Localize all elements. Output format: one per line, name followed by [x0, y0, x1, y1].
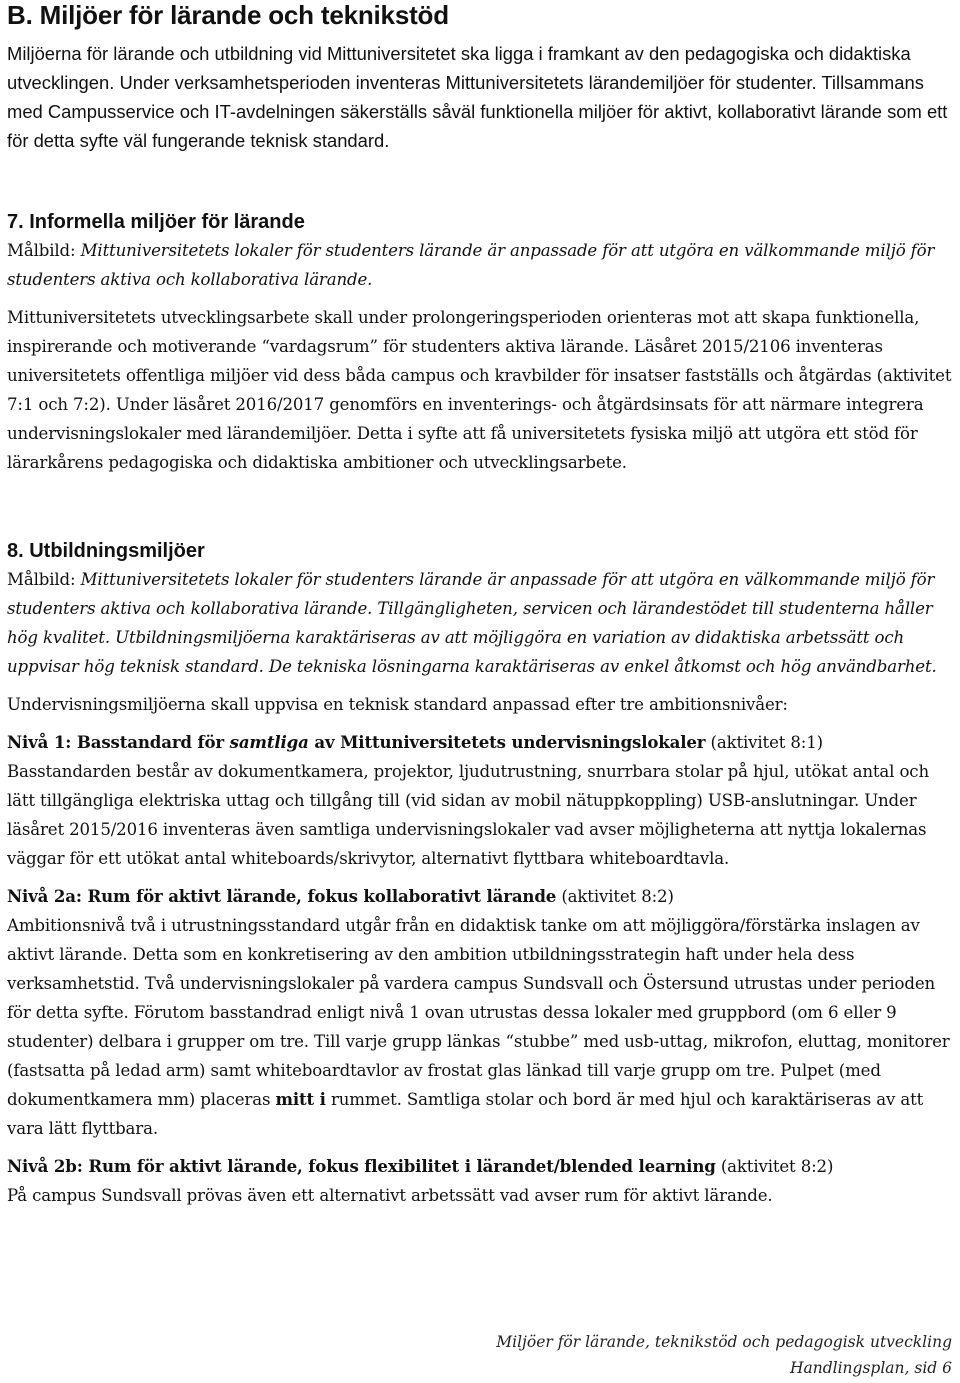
level-1: [7, 728, 953, 873]
level-2a-body-end: rummet. Samtliga stolar och bord är med hjul och karaktäriseras av att vara lätt flyttbara.: [7, 1090, 924, 1138]
section-8-heading: 8. Utbildningsmiljöer: [7, 540, 205, 562]
page-heading: B. Miljöer för lärande och teknikstöd: [7, 0, 449, 30]
level-2a-title: Nivå 2a: Rum för aktivt lärande, fokus kollaborativt lärande: [7, 886, 557, 906]
document-page: [7, 0, 953, 1205]
level-2a-bold: mitt i: [275, 1089, 326, 1109]
level-2a-activity: (aktivitet 8:2): [556, 887, 674, 906]
level-2b-body: På campus Sundsvall prövas även ett alternativt arbetssätt vad avser rum för aktivt lärande.: [7, 1186, 773, 1205]
level-1-body: Basstandarden består av dokumentkamera, projektor, ljudutrustning, snurrbara stolar på hjul, utökat antal och lätt tillgängliga elektriska uttag och tillgång till (vid sidan av mobil nätuppkoppling) USB-anslutningar. Under läsåret 2015/2016 inventeras även samtliga undervisningslokaler vad avser möjligheterna att nyttja lokalernas väggar för ett utökat antal whiteboards/skrivytor, alternativt flyttbara whiteboardtavla.: [7, 762, 929, 868]
goal-label: Målbild:: [7, 241, 81, 260]
levels-intro: Undervisningsmiljöerna skall uppvisa en teknisk standard anpassad efter tre ambitionsnivåer:: [7, 695, 788, 714]
goal-text: Mittuniversitetets lokaler för studenters lärande är anpassade för att utgöra en välkommande miljö för studenters aktiva och kollaborativa lärande.: [7, 241, 935, 289]
level-2b-title: Nivå 2b: Rum för aktivt lärande, fokus flexibilitet i lärandet/blended learning: [7, 1156, 716, 1176]
section-8: [7, 537, 953, 1210]
section-8-goal: [7, 565, 953, 681]
intro-paragraph: Miljöerna för lärande och utbildning vid Mittuniversitetet ska ligga i framkant av den pedagogiska och didaktiska utvecklingen. Under verksamhetsperioden inventeras Mittuniversitetets lärandemiljöer för studenter. Tillsammans med Campusservice och IT-avdelningen säkerställs såväl funktionella miljöer för aktivt, kollaborativt lärande som ett för detta syfte väl fungerande teknisk standard.: [7, 43, 948, 151]
goal-label: Målbild:: [7, 570, 81, 589]
section-7: [7, 208, 953, 477]
level-1-activity: (aktivitet 8:1): [705, 733, 823, 752]
section-7-heading: 7. Informella miljöer för lärande: [7, 211, 305, 233]
footer-page-number: Handlingsplan, sid 6: [789, 1359, 952, 1377]
level-1-title: Nivå 1: Basstandard för samtliga av Mittuniversitetets undervisningslokaler: [7, 732, 706, 752]
level-2a-body: Ambitionsnivå två i utrustningsstandard utgår från en didaktisk tanke om att möjliggöra/förstärka inslagen av aktivt lärande. Detta som en konkretisering av den ambition utbildningsstrategin haft under hela dess verksamhetstid. Två undervisningslokaler på vardera campus Sundsvall och Östersund utrustas under perioden för detta syfte. Förutom basstandrad enligt nivå 1 ovan utrustas dessa lokaler med gruppbord (om 6 eller 9 studenter) delbara i grupper om tre. Till varje grupp länkas “stubbe” med usb-uttag, mikrofon, eluttag, monitorer (fastsatta på ledad arm) samt whiteboardtavlor av frostat glas länkad till varje grupp om tre. Pulpet (med dokumentkamera mm) placeras: [7, 916, 950, 1109]
level-2b-activity: (aktivitet 8:2): [715, 1157, 834, 1176]
level-2b: [7, 1152, 953, 1210]
section-7-goal: [7, 236, 953, 294]
page-footer: [496, 1329, 952, 1381]
goal-text: Mittuniversitetets lokaler för studenters lärande är anpassade för att utgöra en välkommande miljö för studenters aktiva och kollaborativa lärande. Tillgängligheten, servicen och lärandestödet till studenterna håller hög kvalitet. Utbildningsmiljöerna karaktäriseras av att möjliggöra en variation av didaktiska arbetssätt och uppvisar hög teknisk standard. De tekniska lösningarna karaktäriseras av enkel åtkomst och hög användbarhet.: [7, 570, 937, 676]
footer-title: Miljöer för lärande, teknikstöd och pedagogisk utveckling: [496, 1333, 952, 1351]
section-7-body: Mittuniversitetets utvecklingsarbete skall under prolongeringsperioden orienteras mot att skapa funktionella, inspirerande och motiverande “vardagsrum” för studenters aktiva lärande. Läsåret 2015/2106 inventeras universitetets offentliga miljöer vid dess båda campus och kravbilder för insatser fastställs och åtgärdas (aktivitet 7:1 och 7:2). Under läsåret 2016/2017 genomförs en inventerings- och åtgärdsinsats för att närmare integrera undervisningslokaler med lärandemiljöer. Detta i syfte att få universitetets fysiska miljö att utgöra ett stöd för lärarkårens pedagogiska och didaktiska ambitioner och utvecklingsarbete.: [7, 308, 952, 472]
level-2a: [7, 882, 953, 1143]
